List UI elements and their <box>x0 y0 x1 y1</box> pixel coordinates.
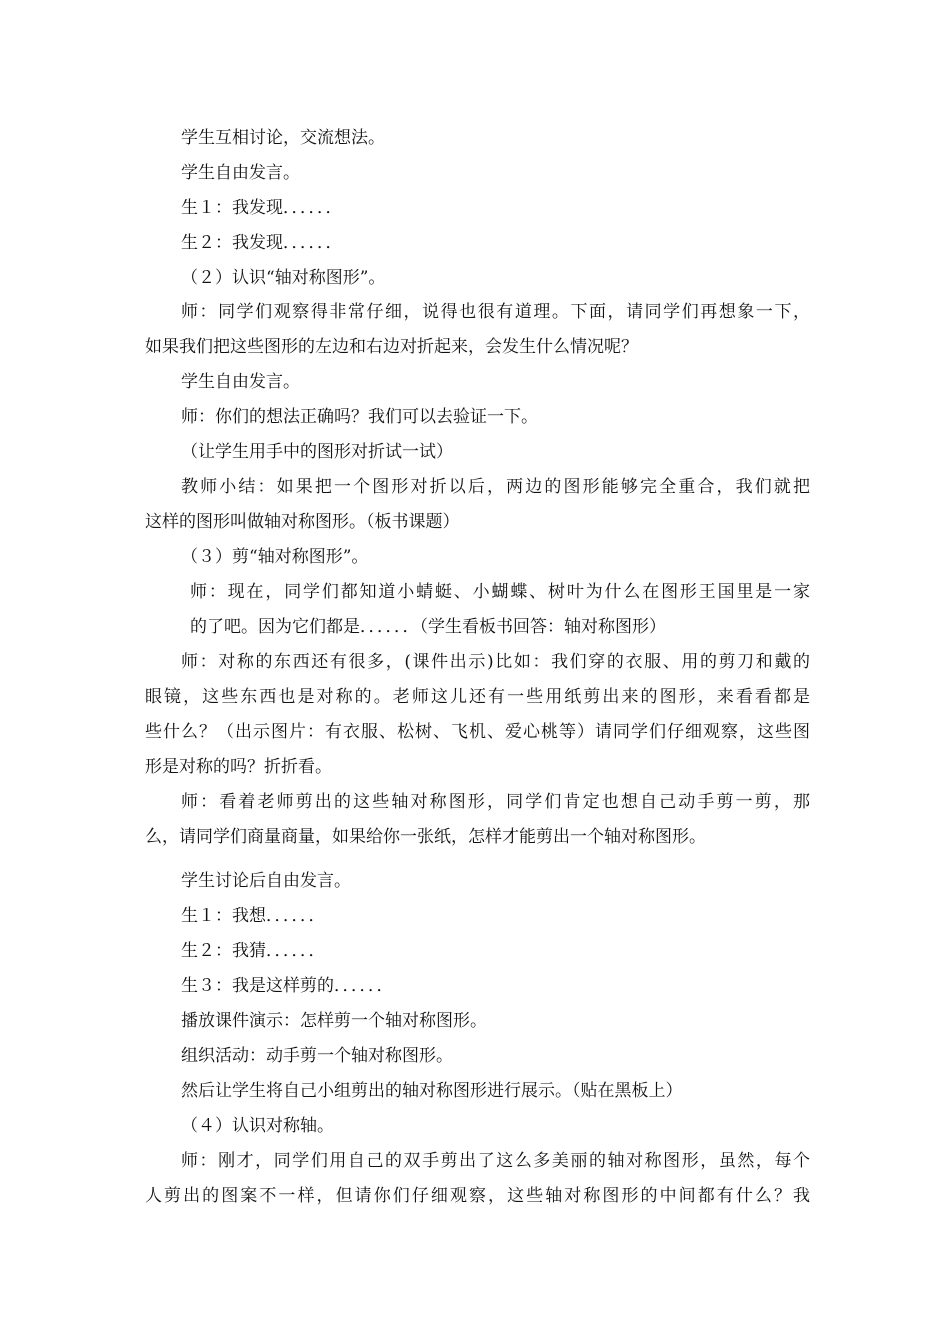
section-heading <box>145 1109 810 1144</box>
paragraph <box>145 226 810 261</box>
text-line: 教师小结：如果把一个图形对折以后，两边的图形能够完全重合，我们就把 <box>181 477 810 497</box>
paragraph <box>145 645 810 785</box>
text-line: 学生互相讨论，交流想法。 <box>181 128 385 148</box>
text-line: 形是对称的吗？折折看。 <box>145 757 332 777</box>
paragraph <box>145 1004 810 1039</box>
text-line: （２）认识“轴对称图形”。 <box>181 268 386 288</box>
text-line: 的了吧。因为它们都是．．．．．．（学生看板书回答：轴对称图形） <box>190 617 666 637</box>
text-line: 学生自由发言。 <box>181 372 300 392</box>
paragraph <box>145 365 810 400</box>
text-line: 生２：我发现．．．．．． <box>181 233 343 253</box>
paragraph <box>145 435 810 470</box>
paragraph <box>145 934 810 969</box>
paragraph <box>145 969 810 1004</box>
text-line: 学生自由发言。 <box>181 163 300 183</box>
text-line: 些什么？（出示图片：有衣服、松树、飞机、爱心桃等）请同学们仔细观察，这些图 <box>145 722 810 742</box>
text-line: （３）剪“轴对称图形”。 <box>181 547 369 567</box>
paragraph <box>145 785 810 855</box>
section-heading <box>145 540 810 575</box>
paragraph <box>145 864 810 899</box>
paragraph <box>145 470 810 540</box>
text-line: 然后让学生将自己小组剪出的轴对称图形进行展示。（贴在黑板上） <box>181 1081 683 1101</box>
section-heading <box>145 261 810 296</box>
text-line: 生２：我猜．．．．．． <box>181 941 326 961</box>
paragraph <box>145 400 810 435</box>
text-line: 师：对称的东西还有很多，(课件出示)比如：我们穿的衣服、用的剪刀和戴的 <box>181 652 810 672</box>
text-line: 师：现在，同学们都知道小蜻蜓、小蝴蝶、树叶为什么在图形王国里是一家 <box>190 582 810 602</box>
paragraph <box>145 1144 810 1214</box>
text-line: 师：你们的想法正确吗？我们可以去验证一下。 <box>181 407 538 427</box>
paragraph <box>145 575 810 645</box>
text-line: （让学生用手中的图形对折试一试） <box>181 442 453 462</box>
text-line: 师：同学们观察得非常仔细，说得也很有道理。下面，请同学们再想象一下， <box>181 302 810 322</box>
paragraph <box>145 1039 810 1074</box>
text-line: 学生讨论后自由发言。 <box>181 871 351 891</box>
text-line: 师：看着老师剪出的这些轴对称图形，同学们肯定也想自己动手剪一剪，那 <box>181 792 810 812</box>
paragraph <box>145 121 810 156</box>
paragraph <box>145 899 810 934</box>
text-line: 这样的图形叫做轴对称图形。（板书课题） <box>145 512 460 532</box>
text-line: 么，请同学们商量商量，如果给你一张纸，怎样才能剪出一个轴对称图形。 <box>145 827 706 847</box>
text-line: 人剪出的图案不一样，但请你们仔细观察，这些轴对称图形的中间都有什么？我 <box>145 1186 810 1206</box>
paragraph <box>145 1074 810 1109</box>
text-line: 生１：我发现．．．．．． <box>181 198 343 218</box>
text-line: 如果我们把这些图形的左边和右边对折起来，会发生什么情况呢？ <box>145 337 638 357</box>
text-line: 生３：我是这样剪的．．．．．． <box>181 976 394 996</box>
text-line: （４）认识对称轴。 <box>181 1116 334 1136</box>
text-line: 眼镜，这些东西也是对称的。老师这儿还有一些用纸剪出来的图形，来看看都是 <box>145 687 810 707</box>
paragraph <box>145 191 810 226</box>
text-line: 生１：我想．．．．．． <box>181 906 326 926</box>
paragraph <box>145 156 810 191</box>
text-line: 组织活动：动手剪一个轴对称图形。 <box>181 1046 453 1066</box>
paragraph <box>145 295 810 365</box>
text-line: 播放课件演示：怎样剪一个轴对称图形。 <box>181 1011 487 1031</box>
text-line: 师：刚才，同学们用自己的双手剪出了这么多美丽的轴对称图形，虽然，每个 <box>181 1151 810 1171</box>
